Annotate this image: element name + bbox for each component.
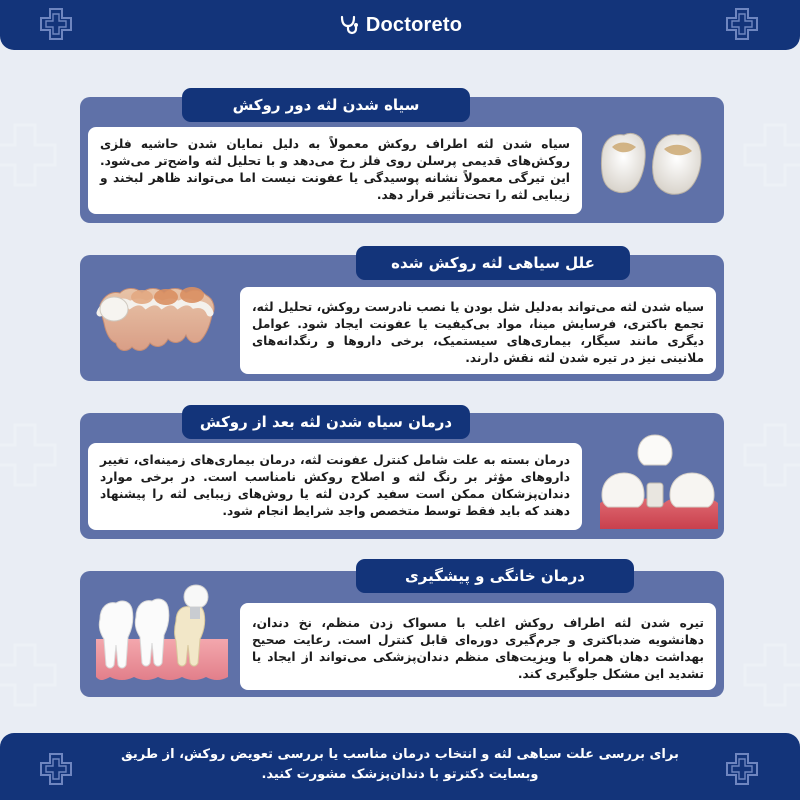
medical-cross-icon <box>38 6 74 42</box>
header-bar <box>0 0 800 50</box>
brand-name: Doctoreto <box>365 13 463 36</box>
background-cross-icon <box>0 120 60 190</box>
dental-crown-icon <box>594 125 710 205</box>
section-body-4: تیره شدن لثه اطراف روکش اغلب با مسواک زدن منظم، نخ دندان، دهانشویه ضدباکتری و جرم‌گیری دوره‌ای قابل کنترل است. رعایت صحیح بهداشت دهان همراه با ویزیت‌های منظم دندان‌پزشکی می‌تواند از ایجاد یا تشدید این مشکل جلوگیری کند. <box>240 603 716 690</box>
teeth-crown-gum-icon <box>92 583 232 683</box>
teeth-row-icon <box>94 277 224 361</box>
background-cross-icon <box>0 420 60 490</box>
background-cross-icon <box>740 640 800 710</box>
section-body-3: درمان بسته به علت شامل کنترل عفونت لثه، درمان بیماری‌های زمینه‌ای، تغییر داروهای مؤثر بر رنگ لثه و اصلاح روکش نامناسب است. در برخی موارد دندان‌پزشکان ممکن است سفید کردن لثه یا روش‌های زیبایی لثه را پیشنهاد دهند که باید فقط توسط متخصص واجد شرایط انجام شود. <box>88 443 582 530</box>
background-cross-icon <box>740 120 800 190</box>
section-title-1: سیاه شدن لثه دور روکش <box>182 88 470 122</box>
section-body-2: سیاه شدن لثه می‌تواند به‌دلیل شل بودن یا نصب نادرست روکش، تحلیل لثه، تجمع باکتری، فرسایش مینا، مواد بی‌کیفیت یا عفونت ایجاد شود. عوامل دیگری مانند سیگار، بیماری‌های سیستمیک، برخی داروها و رنگدانه‌های ملانینی نیز در تیره شدن لثه نقش دارند. <box>240 287 716 374</box>
background-cross-icon <box>0 640 60 710</box>
footer-cta-text: برای بررسی علت سیاهی لثه و انتخاب درمان مناسب یا بررسی تعویض روکش، از طریق وبسایت دکترتو با دندان‌پزشک مشورت کنید. <box>121 747 679 782</box>
medical-cross-icon <box>724 751 760 787</box>
medical-cross-icon <box>38 751 74 787</box>
section-body-1: سیاه شدن لثه اطراف روکش معمولاً به دلیل نمایان شدن حاشیه فلزی روکش‌های قدیمی پرسلن روی فلز رخ می‌دهد و با تحلیل لثه واضح‌تر می‌شود. این تیرگی معمولاً نشانه پوسیدگی یا عفونت نیست اما می‌تواند ظاهر لبخند و زیبایی لثه را تحت‌تأثیر قرار دهد. <box>88 127 582 214</box>
medical-cross-icon <box>724 6 760 42</box>
doctoreto-logo-icon <box>338 14 360 36</box>
section-title-3: درمان سیاه شدن لثه بعد از روکش <box>182 405 470 439</box>
section-title-2: علل سیاهی لثه روکش شده <box>356 246 630 280</box>
footer-bar <box>0 733 800 800</box>
background-cross-icon <box>740 420 800 490</box>
section-title-4: درمان خانگی و پیشگیری <box>356 559 634 593</box>
crown-implant-icon <box>600 433 718 529</box>
brand-logo[interactable] <box>338 14 462 37</box>
